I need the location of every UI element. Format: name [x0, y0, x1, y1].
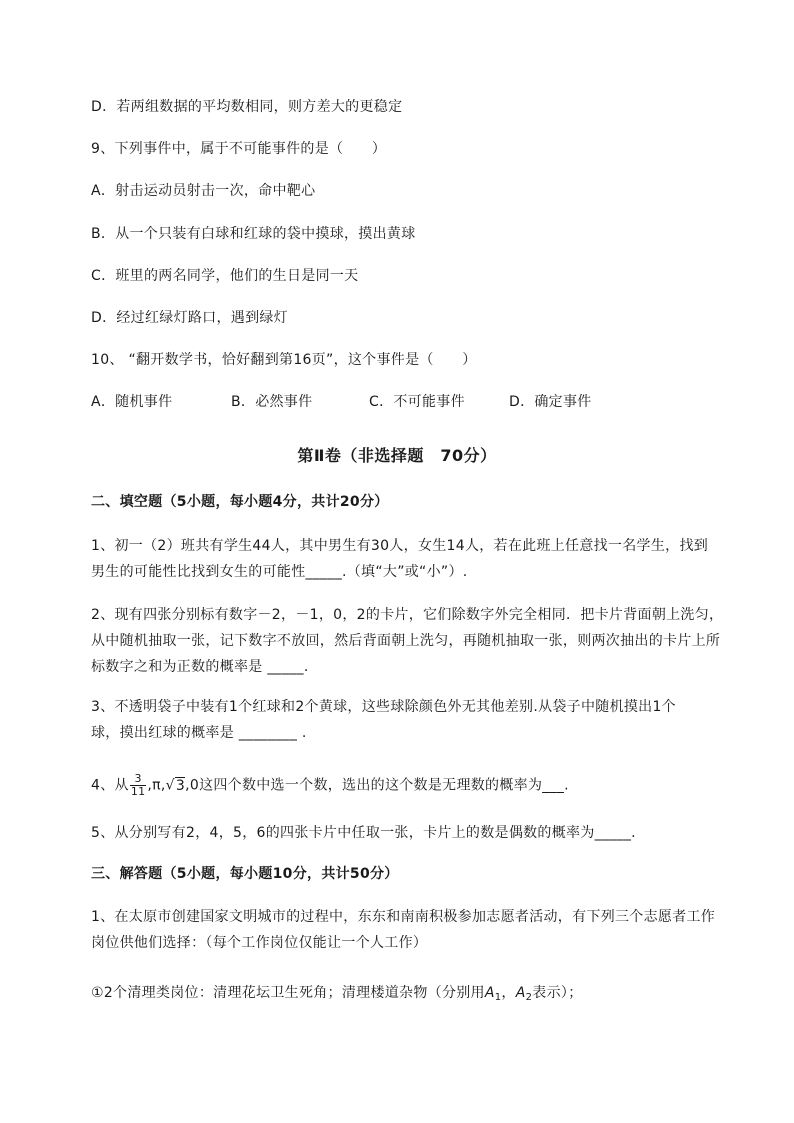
var-a: A [515, 985, 526, 1001]
fill-q2-line3: 标数字之和为正数的概率是 _____. [91, 659, 309, 675]
solve-q1-item1 [91, 983, 583, 1008]
var-a: A [484, 985, 495, 1001]
item1-separator: ， [501, 985, 516, 1001]
fill-q4 [91, 773, 569, 798]
fill-q4-suffix: 这四个数中选一个数，选出的这个数是无理数的概率为___. [199, 777, 569, 794]
q10-options [91, 392, 592, 412]
subscript-2: 2 [525, 992, 533, 1003]
fraction-numerator: 3 [130, 773, 147, 786]
solve-q1-line2: 岗位供他们选择：（每个工作岗位仅能让一个人工作） [91, 935, 428, 951]
item1-suffix: 表示）； [532, 985, 583, 1001]
fill-q3-line2: 球，摸出红球的概率是 ________ . [91, 725, 307, 741]
fill-q1-line1: 1、初一（2）班共有学生44人，其中男生有30人，女生14人，若在此班上任意找一名学生，找到 [91, 538, 709, 554]
q10-option-b: B．必然事件 [231, 394, 313, 410]
fill-q1-line2: 男生的可能性比找到女生的可能性_____.（填“大”或“小”）. [91, 564, 468, 580]
q8-option-d: D．若两组数据的平均数相同，则方差大的更稳定 [91, 99, 403, 115]
fill-blank-heading: 二、填空题（5小题，每小题4分，共计20分） [91, 494, 389, 510]
fill-q3-line1: 3、不透明袋子中装有1个红球和2个黄球，这些球除颜色外无其他差别.从袋子中随机摸出1个 [91, 699, 676, 715]
fill-q5: 5、从分别写有2，4，5，6的四张卡片中任取一张，卡片上的数是偶数的概率为_____. [91, 825, 636, 841]
fraction-denominator: 11 [130, 785, 146, 798]
q9-option-c: C．班里的两名同学，他们的生日是同一天 [91, 268, 359, 284]
fill-q2-line2: 从中随机抽取一张，记下数字不放回，然后背面朝上洗匀，再随机抽取一张，则两次抽出的卡片上所 [91, 633, 721, 649]
fill-q2-line1: 2、现有四张分别标有数字－2，－1，0，2的卡片，它们除数字外完全相同．把卡片背面朝上洗匀， [91, 607, 724, 623]
q10-option-d: D．确定事件 [509, 394, 592, 410]
q10-stem: 10、 “翻开数学书，恰好翻到第16页”，这个事件是（ ） [91, 352, 477, 368]
radicand: 3 [175, 777, 186, 794]
solve-heading: 三、解答题（5小题，每小题10分，共计50分） [91, 866, 399, 882]
fill-q4-prefix: 4、从 [91, 777, 129, 794]
part2-title: 第Ⅱ卷（非选择题 70分） [297, 446, 497, 465]
fill-q4-zero: ,0 [185, 777, 200, 794]
item1-prefix: ①2个清理类岗位：清理花坛卫生死角；清理楼道杂物（分别用 [91, 985, 485, 1001]
q10-option-a: A．随机事件 [91, 394, 173, 410]
q9-option-a: A．射击运动员射击一次，命中靶心 [91, 183, 316, 199]
q9-stem: 9、下列事件中，属于不可能事件的是（ ） [91, 141, 387, 157]
solve-q1-line1: 1、在太原市创建国家文明城市的过程中，东东和南南积极参加志愿者活动，有下列三个志愿者工作 [91, 909, 716, 925]
subscript-1: 1 [494, 992, 502, 1003]
q10-option-c: C．不可能事件 [369, 394, 465, 410]
fraction-3-over-11 [130, 773, 147, 798]
fill-q4-pi-sqrt: ,π,√ [147, 777, 175, 794]
q9-option-d: D．经过红绿灯路口，遇到绿灯 [91, 310, 288, 326]
q9-option-b: B．从一个只装有白球和红球的袋中摸球，摸出黄球 [91, 226, 416, 242]
